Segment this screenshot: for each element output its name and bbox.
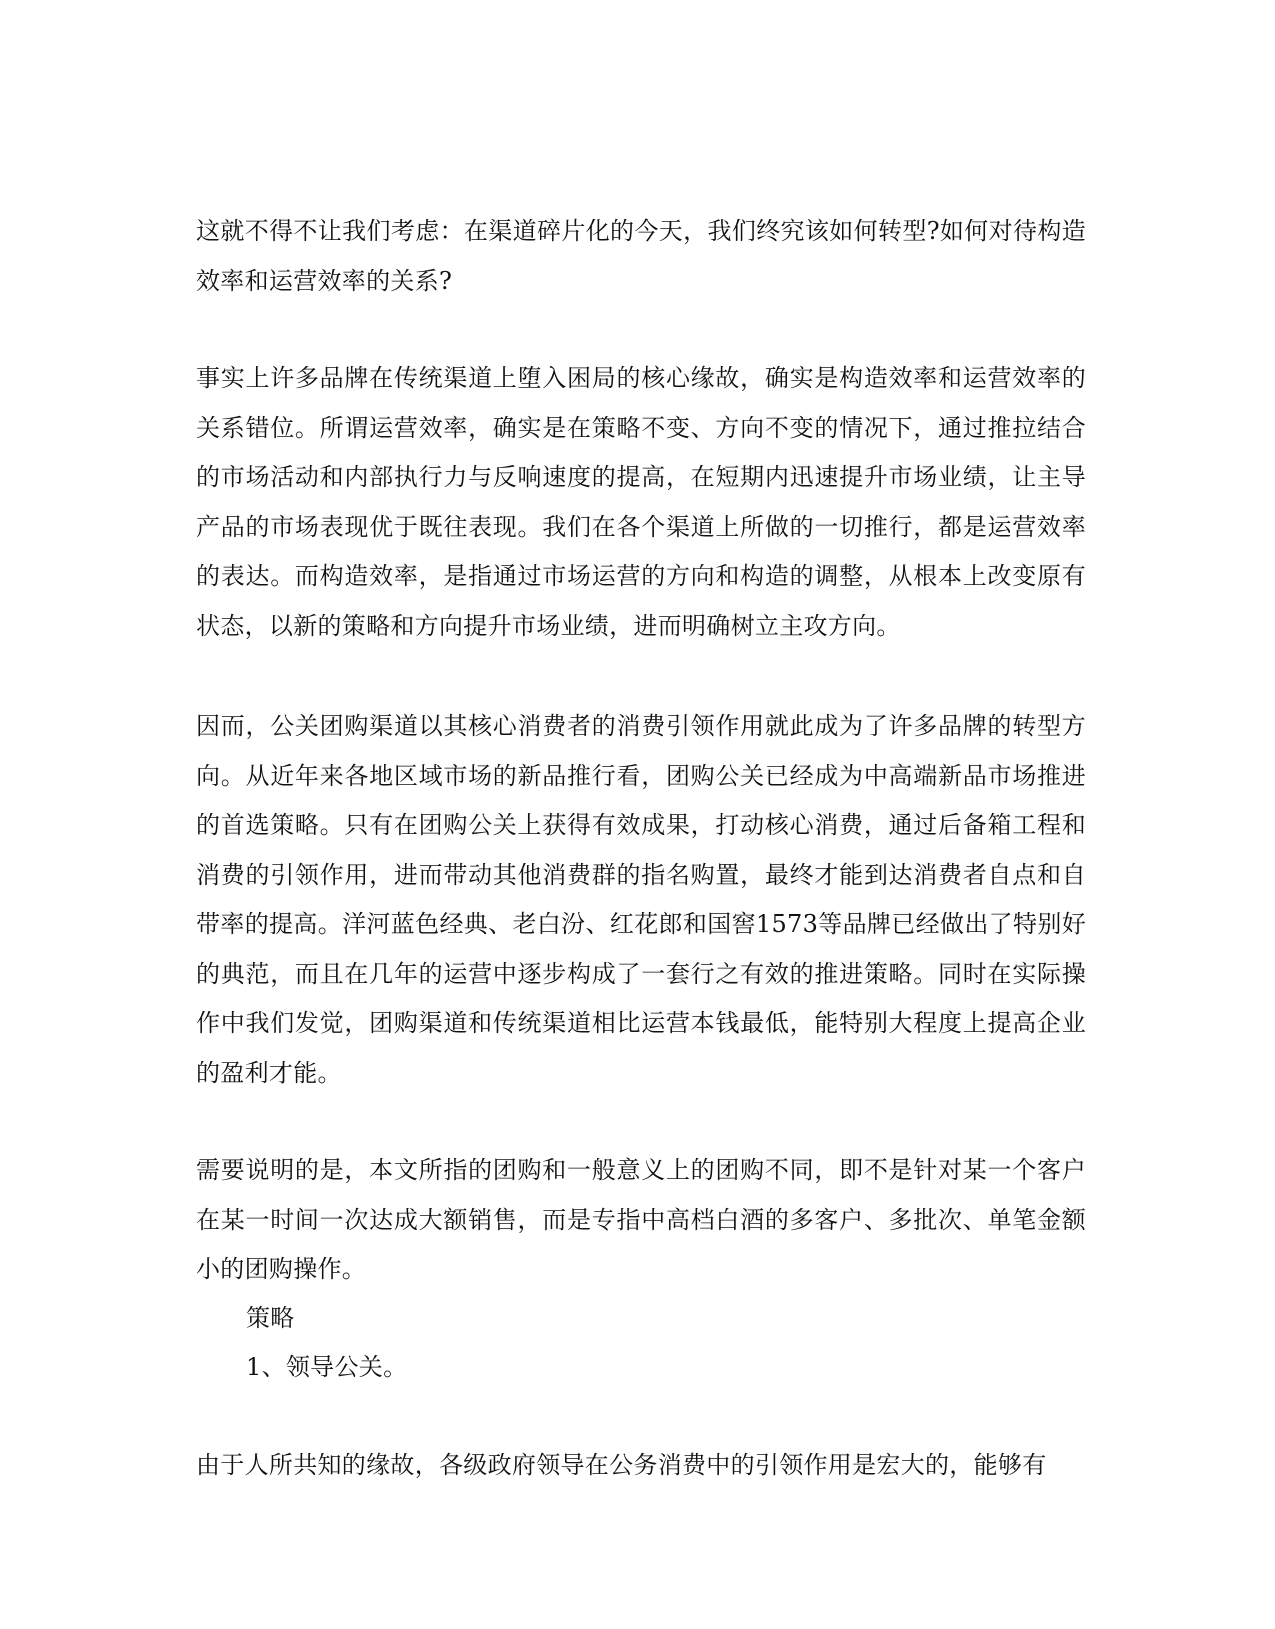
section-heading-strategy: 策略 [246, 1304, 295, 1332]
paragraph-government-leaders: 由于人所共知的缘故，各级政府领导在公务消费中的引领作用是宏大的，能够有 [196, 1451, 1047, 1479]
paragraph-group-purchase-direction: 因而，公关团购渠道以其核心消费者的消费引领作用就此成为了许多品牌的转型方向。从近年来各地区域市场的新品推行看，团购公关已经成为中高端新品市场推进的首选策略。只有在团购公关上获得有效成果，打动核心消费，通过后备箱工程和消费的引领作用，进而带动其他消费群的指名购置，最终才能到达消费者自点和自带率的提高。洋河蓝色经典、老白汾、红花郎和国窖1573等品牌已经做出了特别好的典范，而且在几年的运营中逐步构成了一套行之有效的推进策略。同时在实际操作中我们发觉，团购渠道和传统渠道相比运营本钱最低，能特别大程度上提高企业的盈利才能。 [196, 712, 1086, 1087]
paragraph-group-purchase-definition: 需要说明的是，本文所指的团购和一般意义上的团购不同，即不是针对某一个客户在某一时间一次达成大额销售，而是专指中高档白酒的多客户、多批次、单笔金额小的团购操作。 [196, 1156, 1086, 1283]
paragraph-transformation-question: 这就不得不让我们考虑：在渠道碎片化的今天，我们终究该如何转型?如何对待构造效率和运营效率的关系? [196, 217, 1086, 295]
paragraph-efficiency-explanation: 事实上许多品牌在传统渠道上堕入困局的核心缘故，确实是构造效率和运营效率的关系错位。所谓运营效率，确实是在策略不变、方向不变的情况下，通过推拉结合的市场活动和内部执行力与反响速度的提高，在短期内迅速提升市场业绩，让主导产品的市场表现优于既往表现。我们在各个渠道上所做的一切推行，都是运营效率的表达。而构造效率，是指通过市场运营的方向和构造的调整，从根本上改变原有状态，以新的策略和方向提升市场业绩，进而明确树立主攻方向。 [196, 364, 1086, 640]
subsection-heading-leader-pr: 1、领导公关。 [246, 1353, 408, 1381]
